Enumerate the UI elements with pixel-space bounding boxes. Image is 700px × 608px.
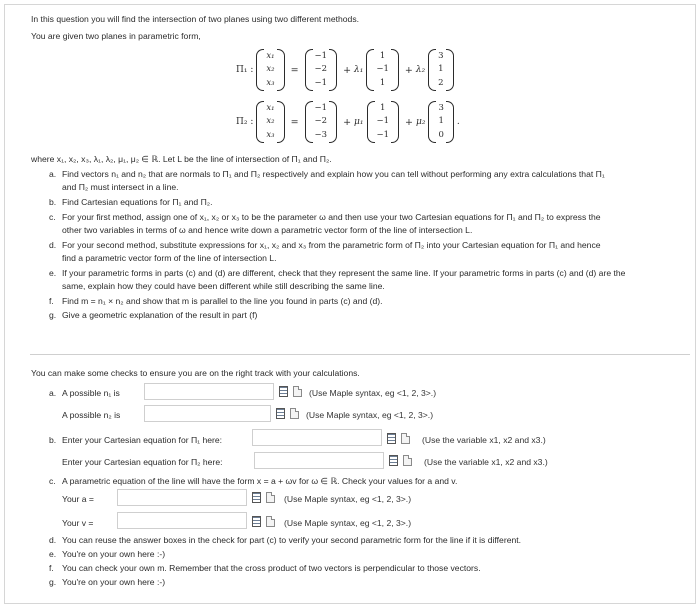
plane-2-direction-1: 1 −1 −1 — [367, 101, 400, 143]
part-d-line-2: find a parametric vector form of the line of intersection L. — [62, 253, 277, 263]
n2-input[interactable] — [144, 405, 271, 422]
check-b-label: b. — [49, 435, 57, 445]
matrix-grid-icon[interactable] — [389, 455, 398, 466]
plane-1-point-vector: −1 −2 −1 — [305, 49, 338, 91]
part-g-line-1: Give a geometric explanation of the result in part (f) — [62, 310, 258, 320]
document-preview-icon[interactable] — [293, 386, 302, 397]
v-vector-input[interactable] — [117, 512, 247, 529]
plane-1-param-1: λ₁ — [354, 65, 364, 75]
where-text: where x₁, x₂, x₃, λ₁, λ₂, μ₁, μ₂ ∈ ℝ. Let L be the line of intersection of Π₁ and Π₂. — [31, 154, 332, 164]
plane-1-direction-1: 1 −1 1 — [366, 49, 399, 91]
check-f-text: You can check your own m. Remember that the cross product of two vectors is perpendicular to those vectors. — [62, 563, 481, 573]
cart2-input[interactable] — [254, 452, 384, 469]
check-g-label: g. — [49, 577, 57, 587]
part-e-line-1: If your parametric forms in parts (c) and (d) are different, check that they represent the same line. If your parametric forms in parts (c) and (d) are the — [62, 268, 626, 278]
document-preview-icon[interactable] — [266, 516, 275, 527]
plane-2-equation: Π₂ : x₁ x₂ x₃ = −1 −2 −3 + μ₁ 1 −1 −1 + μ₂ 3 1 0 . — [236, 101, 460, 143]
part-b-label: b. — [49, 197, 57, 207]
part-e-label: e. — [49, 268, 57, 278]
check-e-label: e. — [49, 549, 57, 559]
section-divider — [30, 354, 690, 355]
v-vector-hint: (Use Maple syntax, eg <1, 2, 3>.) — [284, 518, 412, 528]
intro-line-1: In this question you will find the intersection of two planes using two different methods. — [31, 14, 360, 24]
intro-line-2: You are given two planes in parametric form, — [31, 31, 201, 41]
cart1-input[interactable] — [252, 429, 382, 446]
part-f-label: f. — [49, 296, 54, 306]
plane-2-name: Π₂ : — [236, 117, 254, 127]
check-d-text: You can reuse the answer boxes in the check for part (c) to verify your second parametric form for the line if it is different. — [62, 535, 522, 545]
plane-2-direction-2: 3 1 0 — [428, 101, 453, 143]
part-d-label: d. — [49, 240, 57, 250]
plane-1-equation: Π₁ : x₁ x₂ x₃ = −1 −2 −1 + λ₁ 1 −1 1 + λ₂ 3 1 2 — [236, 49, 457, 91]
plane-1-name: Π₁ : — [236, 65, 254, 75]
check-d-label: d. — [49, 535, 57, 545]
n2-label: A possible n₂ is — [62, 410, 121, 420]
part-d-line-1: For your second method, substitute expressions for x₁, x₂ and x₃ from the parametric form of Π₂ into your Cartesian equation for Π₁ and hence — [62, 240, 601, 250]
part-c-line-1: For your first method, assign one of x₁, x₂ or x₃ to be the parameter ω and then use your two Cartesian equations for Π₁ and Π₂ to express the — [62, 212, 601, 222]
v-vector-label: Your v = — [62, 518, 94, 528]
a-vector-input[interactable] — [117, 489, 247, 506]
plane-2-lhs-vector: x₁ x₂ x₃ — [256, 101, 284, 143]
a-vector-hint: (Use Maple syntax, eg <1, 2, 3>.) — [284, 494, 412, 504]
part-c-label: c. — [49, 212, 56, 222]
part-a-line-1: Find vectors n₁ and n₂ that are normals to Π₁ and Π₂ respectively and explain how you can tell without performing any extra calculations that Π₁ — [62, 169, 605, 179]
plane-1-lhs-vector: x₁ x₂ x₃ — [256, 49, 284, 91]
part-g-label: g. — [49, 310, 57, 320]
part-b-line-1: Find Cartesian equations for Π₁ and Π₂. — [62, 197, 213, 207]
part-a-line-2: and Π₂ must intersect in a line. — [62, 182, 179, 192]
document-preview-icon[interactable] — [290, 408, 299, 419]
checks-intro: You can make some checks to ensure you are on the right track with your calculations. — [31, 368, 360, 378]
check-c-label: c. — [49, 476, 56, 486]
check-e-text: You're on your own here :-) — [62, 549, 166, 559]
plane-1-param-2: λ₂ — [415, 65, 426, 75]
n2-hint: (Use Maple syntax, eg <1, 2, 3>.) — [306, 410, 434, 420]
plane-2-point-vector: −1 −2 −3 — [305, 101, 338, 143]
document-preview-icon[interactable] — [401, 433, 410, 444]
part-c-line-2: other two variables in terms of ω and hence write down a parametric vector form of the line of intersection L. — [62, 225, 473, 235]
cart2-label: Enter your Cartesian equation for Π₂ here: — [62, 457, 223, 467]
n1-hint: (Use Maple syntax, eg <1, 2, 3>.) — [309, 388, 437, 398]
matrix-grid-icon[interactable] — [276, 408, 285, 419]
part-f-line-1: Find m = n₁ × n₂ and show that m is parallel to the line you found in parts (c) and (d). — [62, 296, 383, 306]
matrix-grid-icon[interactable] — [387, 433, 396, 444]
a-vector-label: Your a = — [62, 494, 94, 504]
matrix-grid-icon[interactable] — [252, 492, 261, 503]
cart2-hint: (Use the variable x1, x2 and x3.) — [424, 457, 548, 467]
document-preview-icon[interactable] — [266, 492, 275, 503]
check-c-text: A parametric equation of the line will have the form x = a + ωv for ω ∈ ℝ. Check your values for a and v. — [62, 476, 458, 486]
cart1-label: Enter your Cartesian equation for Π₁ here: — [62, 435, 223, 445]
plane-2-param-1: μ₁ — [354, 117, 364, 127]
cart1-hint: (Use the variable x1, x2 and x3.) — [422, 435, 546, 445]
document-preview-icon[interactable] — [403, 455, 412, 466]
matrix-grid-icon[interactable] — [252, 516, 261, 527]
plane-1-direction-2: 3 1 2 — [428, 49, 453, 91]
check-a-label: a. — [49, 388, 57, 398]
part-a-label: a. — [49, 169, 57, 179]
check-f-label: f. — [49, 563, 54, 573]
matrix-grid-icon[interactable] — [279, 386, 288, 397]
plane-2-param-2: μ₂ — [416, 117, 426, 127]
check-g-text: You're on your own here :-) — [62, 577, 166, 587]
n1-label: A possible n₁ is — [62, 388, 120, 398]
part-e-line-2: same, explain how they could have been different while still describing the same line. — [62, 281, 385, 291]
n1-input[interactable] — [144, 383, 274, 400]
